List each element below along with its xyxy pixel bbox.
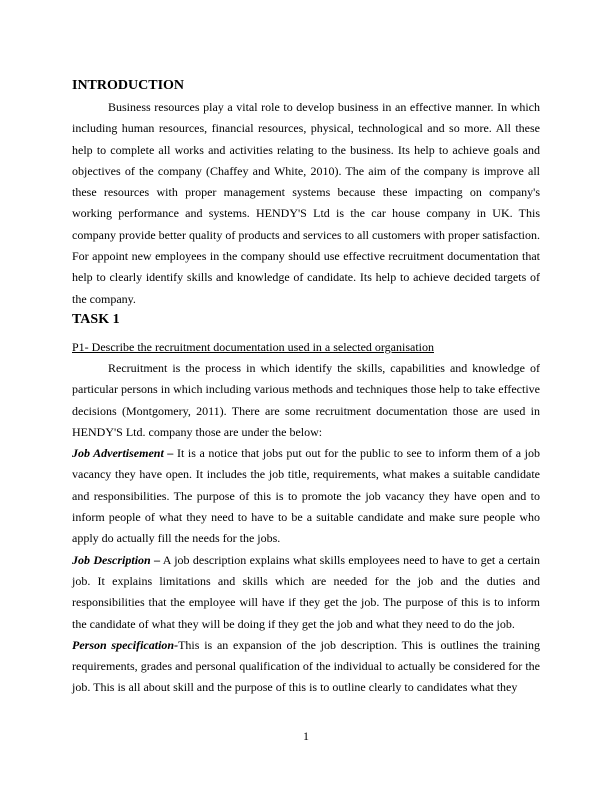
person-specification-text: This is an expansion of the job description. This is outlines the training requirements, grades and personal qualification of the individual to actually be considered for the job. This is all about skill and the purpose of this is to outline clearly to candidates what they	[72, 637, 541, 695]
person-specification-term: Person specification-	[72, 637, 179, 652]
page-number: 1	[303, 729, 309, 743]
job-description-text: A job description explains what skills employees need to have to get a certain job. It explains limitations and skills which are needed for the job and the duties and responsibilities that the employee will have if they get the job. The purpose of this is to inform the candidate of what they will be doing if they get the job and what they need to do the job.	[72, 552, 540, 631]
job-advertisement-item	[72, 443, 540, 549]
introduction-heading: INTRODUCTION	[72, 78, 185, 93]
introduction-section	[72, 76, 540, 310]
task1-section	[72, 310, 540, 699]
job-advertisement-text: It is a notice that jobs put out for the public to see to inform them of a job vacancy they have open. It includes the job title, requirements, what makes a suitable candidate and responsibilities. The purpose of this is to promote the job vacancy they have open and to inform people of what they need to have to be a suitable candidate and make sure people who apply do actually fill the needs for the jobs.	[72, 446, 540, 546]
task1-subheading: P1- Describe the recruitment documentation used in a selected organisation	[72, 339, 434, 354]
person-specification-item	[72, 635, 540, 699]
task1-paragraph: Recruitment is the process in which identify the skills, capabilities and knowledge of particular persons in which including various methods and techniques those help to take effective decisions (Montgomery, 2011). There are some recruitment documentation those are used in HENDY'S Ltd. company those are under the below:	[72, 360, 540, 439]
task1-heading: TASK 1	[72, 311, 120, 327]
page-content	[72, 76, 540, 699]
job-description-item	[72, 550, 540, 635]
job-description-term: Job Description –	[72, 552, 161, 567]
introduction-paragraph: Business resources play a vital role to develop business in an effective manner. In which including human resources, financial resources, physical, technological and so more. All these help to complete all works and activities relating to the business. Its help to achieve goals and objectives of the company (Chaffey and White, 2010). The aim of the company is improve all these resources with proper management systems because these impacting on company's working performance and systems. HENDY'S Ltd is the car house company in UK. This company provide better quality of products and services to all customers with proper satisfaction. For appoint new employees in the company should use effective recruitment documentation that help to clearly identify skills and knowledge of candidate. Its help to achieve decided targets of the company.	[72, 100, 540, 306]
job-advertisement-term: Job Advertisement –	[72, 446, 174, 461]
